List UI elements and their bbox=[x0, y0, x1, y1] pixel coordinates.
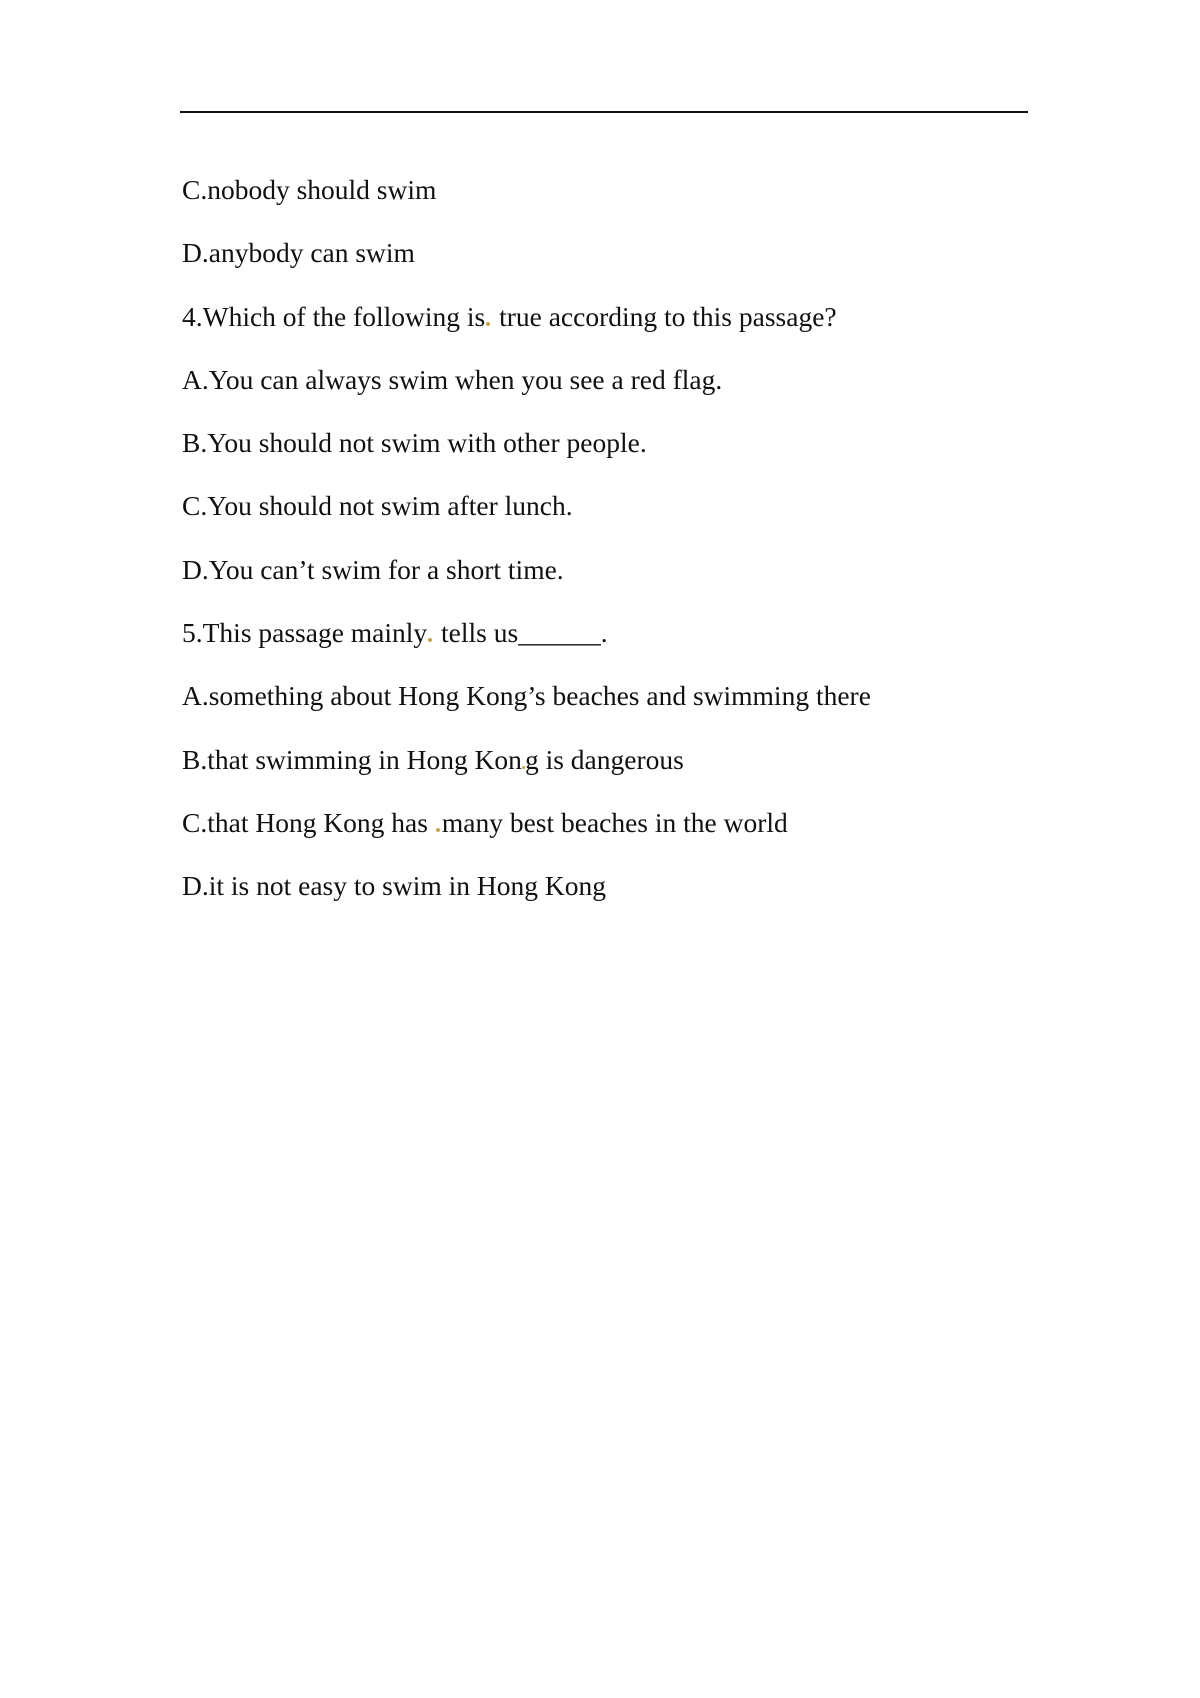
q3-option-d: D.anybody can swim bbox=[182, 237, 415, 269]
q5-option-b-text-start: B.that swimming in Hong Kon bbox=[182, 743, 522, 775]
q5-option-b-text-end: g is dangerous bbox=[524, 743, 684, 775]
emphasis-dot-mark bbox=[436, 828, 440, 832]
q3-option-c: C.nobody should swim bbox=[182, 174, 437, 205]
q4-question-text-end: true according to this passage? bbox=[492, 300, 837, 332]
q5-option-c bbox=[182, 791, 1042, 854]
q5-option-b bbox=[182, 728, 1042, 791]
q4-option-d: D.You can’t swim for a short time. bbox=[182, 553, 564, 585]
header-rule bbox=[180, 111, 1028, 113]
question-content bbox=[182, 158, 1042, 918]
q4-option-a: A.You can always swim when you see a red flag. bbox=[182, 363, 723, 395]
q4-option-b: B.You should not swim with other people. bbox=[182, 427, 647, 459]
q4-option-c: C.You should not swim after lunch. bbox=[182, 490, 573, 522]
q4-question-text-start: 4.Which of the following is bbox=[182, 300, 486, 332]
q4-question bbox=[182, 285, 1042, 348]
q5-question-text-end: tells us______. bbox=[434, 617, 608, 649]
emphasis-dot-mark bbox=[486, 322, 490, 326]
q5-option-c-text-end: many best beaches in the world bbox=[441, 806, 788, 838]
q5-option-a: A.something about Hong Kong’s beaches and swimming there bbox=[182, 680, 871, 712]
q5-option-c-text-start: C.that Hong Kong has bbox=[182, 806, 435, 838]
emphasis-dot-mark bbox=[428, 638, 432, 642]
q5-option-d: D.it is not easy to swim in Hong Kong bbox=[182, 870, 606, 902]
q5-question-text-start: 5.This passage mainly bbox=[182, 617, 428, 649]
q5-question bbox=[182, 601, 1042, 664]
